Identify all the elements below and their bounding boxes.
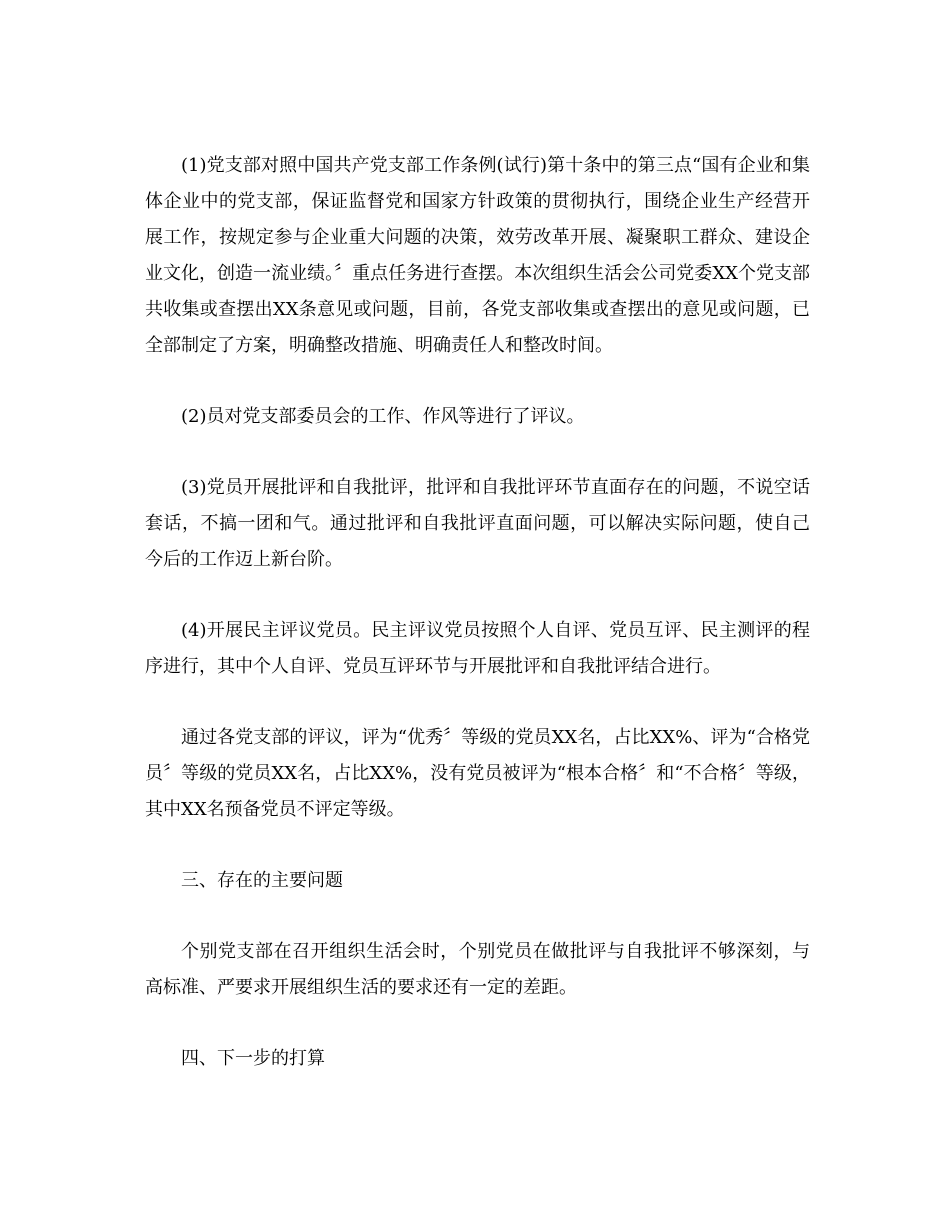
section-heading-next-steps: 四、下一步的打算 xyxy=(181,1048,325,1069)
paragraph-item-4: (4)开展民主评议党员。民主评议党员按照个人自评、党员互评、民主测评的程序进行，其中个人自评、党员互评环节与开展批评和自我批评结合进行。 xyxy=(145,620,810,677)
paragraph-item-3: (3)党员开展批评和自我批评，批评和自我批评环节直面存在的问题，不说空话套话，不搞一团和气。通过批评和自我批评直面问题，可以解决实际问题，使自己今后的工作迈上新台阶。 xyxy=(145,477,810,570)
paragraph-problems: 个别党支部在召开组织生活会时，个别党员在做批评与自我批评不够深刻，与高标准、严要求开展组织生活的要求还有一定的差距。 xyxy=(145,941,810,998)
document-body xyxy=(145,148,810,1077)
paragraph-item-2: (2)员对党支部委员会的工作、作风等进行了评议。 xyxy=(181,406,585,427)
paragraph-item-1: (1)党支部对照中国共产党支部工作条例(试行)第十条中的第三点“国有企业和集体企业中的党支部，保证监督党和国家方针政策的贯彻执行，围绕企业生产经营开展工作，按规定参与企业重大问题的决策，效劳改革开展、凝聚职工群众、建设企业文化，创造一流业绩。〞重点任务进行查摆。本次组织生活会公司党委XX个党支部共收集或查摆出XX条意见或问题，目前，各党支部收集或查摆出的意见或问题，已全部制定了方案，明确整改措施、明确责任人和整改时间。 xyxy=(145,155,810,356)
section-heading-problems: 三、存在的主要问题 xyxy=(181,870,343,891)
paragraph-evaluation-results: 通过各党支部的评议，评为“优秀〞等级的党员XX名，占比XX%、评为“合格党员〞等级的党员XX名，占比XX%，没有党员被评为“根本合格〞和“不合格〞等级，其中XX名预备党员不评定等级。 xyxy=(145,727,810,820)
